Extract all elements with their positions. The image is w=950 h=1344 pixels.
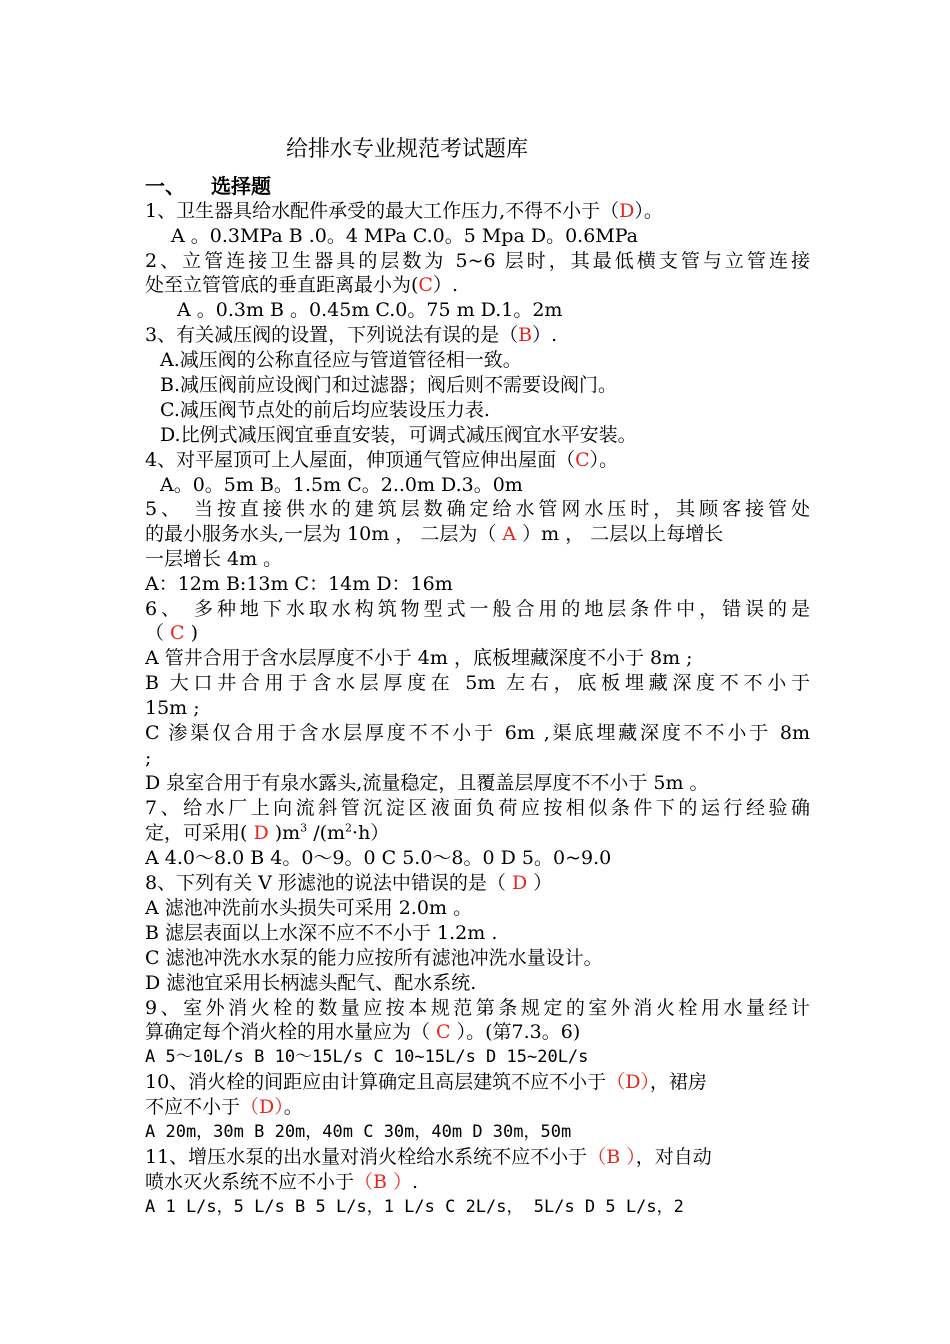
question-text: ）. [432,274,459,296]
question-11-options: A 1 L/s，5 L/s B 5 L/s，1 L/s C 2L/s， 5L/s D 5 L/s，2 [145,1197,684,1217]
question-6-option-b: B 大口井合用于含水层厚度在 5m 左右，底板埋藏深度不不小于 [145,672,810,694]
question-10-cont [145,1095,810,1120]
question-11-cont [145,1170,810,1195]
question-2-options: A 。0.3m B 。0.45m C.0。75 m D.1。2m [177,299,563,321]
answer: D [253,822,269,844]
question-text: ）。 [634,200,663,222]
answer: A [502,523,517,545]
question-2-cont [145,273,810,298]
section-number: 一、 [145,174,185,198]
question-3-option-a: A.减压阀的公称直径应与管道管径相一致。 [160,349,522,371]
question-8-option-b: B 滤层表面以上水深不应不不小于 1.2m . [145,922,498,944]
question-text: ） [527,872,553,894]
question-text: 处至立管管底的垂直距离最小为( [145,274,419,296]
question-text: ）m ， 二层以上每增长 [516,523,724,545]
question-1-options: A 。0.3MPa B .0。4 MPa C.0。5 Mpa D。0.6MPa [171,225,639,247]
question-10-options: A 20m，30m B 20m，40m C 30m，40m D 30m，50m [145,1122,572,1142]
section-label: 选择题 [211,174,271,198]
question-2: 2、立管连接卫生器具的层数为 5~6 层时，其最低横支管与立管连接 [145,250,810,272]
question-5: 5、 当按直接供水的建筑层数确定给水管网水压时，其顾客接管处 [145,498,810,520]
section-heading [145,172,271,200]
question-9: 9、室外消火栓的数量应按本规范第条规定的室外消火栓用水量经计 [145,997,810,1019]
question-6: 6、 多种地下水取水构筑物型式一般合用的地层条件中，错误的是 [145,598,810,620]
question-text: 4、对平屋顶可上人屋面，伸顶通气管应伸出屋面（ [145,449,576,471]
question-6-option-b-cont: 15m ; [145,697,200,719]
question-7: 7、给水厂上向流斜管沉淀区液面负荷应按相似条件下的运行经验确 [145,797,810,819]
question-text: ) [184,622,199,644]
question-9-cont [145,1020,810,1045]
question-5-options: A：12m B:13m C：14m D：16m [145,573,453,595]
question-4-options: A。0。5m B。1.5m C。2..0m D.3。0m [160,474,523,496]
question-text: . [412,1171,419,1193]
question-text: 。 [283,1096,303,1118]
answer: D [619,200,635,222]
document-title: 给排水专业规范考试题库 [286,137,529,162]
question-text: /(m [307,822,346,844]
question-text: 喷水灭火系统不应不小于 [145,1171,355,1193]
answer: C [170,622,185,644]
question-8-option-d: D 滤池宜采用长柄滤头配气、配水系统. [145,972,477,994]
question-8-option-a: A 滤池冲洗前水头损失可采用 2.0m 。 [145,897,473,919]
question-text: 11、增压水泵的出水量对消火栓给水系统不应不小于 [145,1146,588,1168]
superscript: 3 [300,821,308,835]
question-text: 8、下列有关 V 形滤池的说法中错误的是（ [145,872,512,894]
answer: C [436,1021,451,1043]
answer: （D） [240,1096,284,1118]
question-text: ·h） [352,822,390,844]
question-3 [145,323,810,348]
question-8 [145,871,810,896]
question-6-option-c-cont: ; [145,747,152,769]
superscript: 2 [345,821,353,835]
question-3-option-c: C.减压阀节点处的前后均应装设压力表. [160,399,490,421]
answer: （B ） [354,1171,413,1193]
question-text: )m [268,822,301,844]
question-text: 算确定每个消火栓的用水量应为（ [145,1021,437,1043]
question-text: 定，可采用( [145,822,254,844]
answer: （B ） [587,1146,636,1168]
answer: D [511,872,528,894]
question-11 [145,1145,810,1170]
question-1 [145,199,810,224]
question-text: 3、有关减压阀的设置，下列说法有误的是（ [145,324,519,346]
answer: C [575,449,590,471]
answer: B [518,324,533,346]
question-text: ，裙房 [649,1071,707,1093]
question-4 [145,448,810,473]
question-3-option-d: D.比例式减压阀宜垂直安装，可调式减压阀宜水平安装。 [160,424,637,446]
question-text: ）. [532,324,558,346]
question-6-option-a: A 管井合用于含水层厚度不小于 4m ，底板埋藏深度不小于 8m ; [145,647,693,669]
question-6-cont [145,621,810,646]
question-text: ）。(第7.3。6) [450,1021,581,1043]
question-7-options: A 4.0～8.0 B 4。0～9。0 C 5.0～8。0 D 5。0~9.0 [145,847,612,869]
question-text: 不应不小于 [145,1096,241,1118]
question-8-option-c: C 滤池冲洗水水泵的能力应按所有滤池冲洗水量设计。 [145,947,603,969]
question-3-option-b: B.减压阀前应设阀门和过滤器；阀后则不需要设阀门。 [160,374,618,396]
question-text: ，对自动 [635,1146,712,1168]
answer: （D） [606,1071,650,1093]
question-text: 1、卫生器具给水配件承受的最大工作压力,不得不小于（ [145,200,620,222]
question-text: 的最小服务水头,一层为 10m ， 二层为（ [145,523,503,545]
question-text: （ [145,622,171,644]
question-text: 10、消火栓的间距应由计算确定且高层建筑不应不小于 [145,1071,607,1093]
question-7-cont [145,821,810,846]
question-6-option-d: D 泉室合用于有泉水露头,流量稳定，且覆盖层厚度不不小于 5m 。 [145,772,709,794]
question-5-cont [145,522,810,547]
question-10 [145,1070,810,1095]
question-6-option-c: C 渗渠仅合用于含水层厚度不不小于 6m ,渠底埋藏深度不不小于 8m [145,722,810,744]
question-5-cont2: 一层增长 4m 。 [145,548,283,570]
question-9-options: A 5～10L/s B 10～15L/s C 10~15L/s D 15~20L/s [145,1047,589,1067]
question-text: ）。 [589,449,619,471]
answer: C [418,274,433,296]
